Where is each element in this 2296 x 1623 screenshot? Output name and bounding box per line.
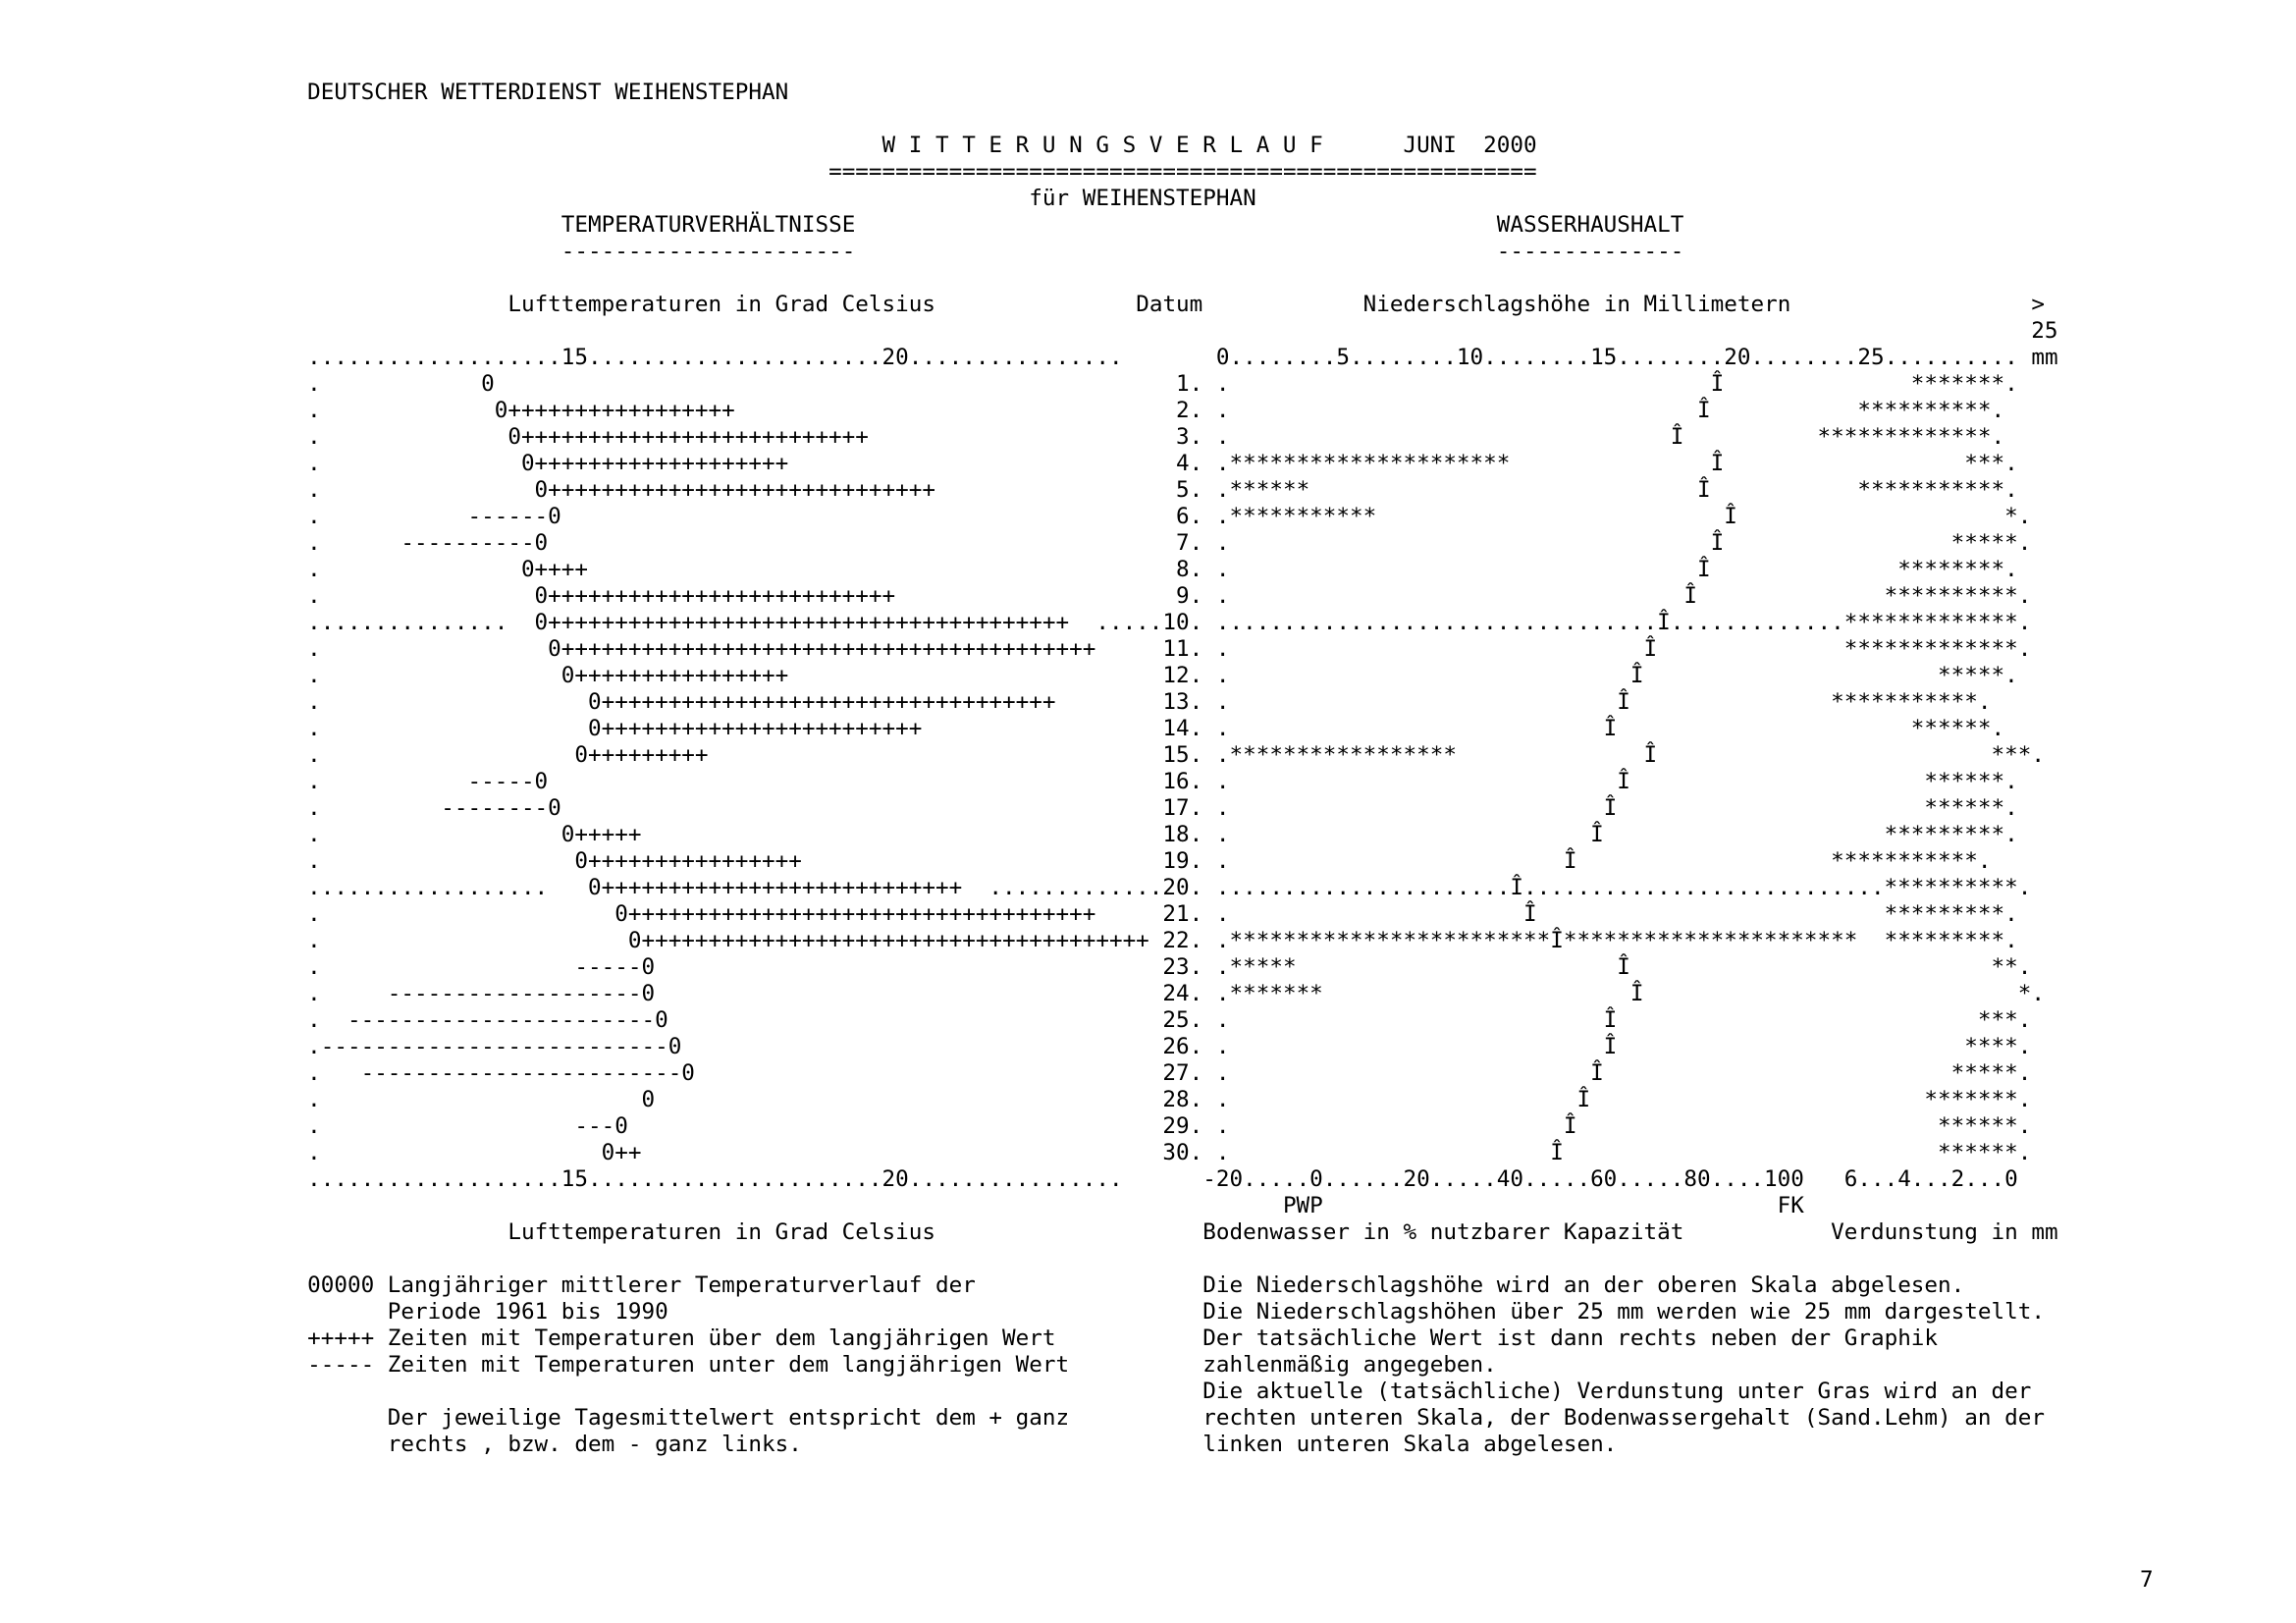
water-bar: . Î ******. [1215, 1113, 2032, 1139]
row-date: 12. [1162, 663, 1203, 688]
row-date: 7. [1162, 530, 1203, 556]
legend-left-text: Periode 1961 bis 1990 [307, 1299, 668, 1325]
temperature-bar: ............... 0+++++++++++++++++++++++++++++++++++++++ ..... [307, 610, 1163, 635]
row-date: 20. [1162, 875, 1203, 900]
temperature-bar: . 0+++++++++++++++++ [307, 398, 735, 423]
temperature-bar: . 0+++++++++++++++++++++++++++++++++++ [307, 901, 1096, 927]
table-row [0, 398, 2296, 424]
spacer [0, 106, 2296, 133]
legend-left-text: 00000 Langjähriger mittlerer Temperaturverlauf der [307, 1272, 976, 1298]
table-row [0, 1113, 2296, 1140]
temperature-bar: . 0+++++++++++++++++++ [307, 451, 789, 476]
temperature-bar: . 0+++++++++++++++++++++++++++++ [307, 477, 935, 503]
temperature-bar: . 0++++++++++++++++++++++++++++++++++++++ [307, 928, 1149, 953]
temperature-bar: .--------------------------0 [307, 1034, 682, 1059]
temperature-bar: . 0 [307, 371, 495, 397]
water-bar: .****** Î ***********. [1215, 477, 2018, 503]
water-bar: . Î *******. [1215, 371, 2018, 397]
pwp-fk-line [0, 1193, 2296, 1219]
temperature-bar: . -------------------0 [307, 981, 656, 1006]
temperature-bar: . 0+++++++++ [307, 742, 709, 768]
axis-precip-top: Niederschlagshöhe in Millimetern [1362, 292, 1791, 317]
table-row [0, 848, 2296, 875]
row-date: 23. [1162, 954, 1203, 980]
table-row [0, 769, 2296, 795]
section-water: WASSERHAUSHALT [1496, 212, 1684, 238]
table-row [0, 954, 2296, 981]
water-bar: . Î ****. [1215, 1034, 2032, 1059]
row-date: 28. [1162, 1087, 1203, 1112]
legend-right-text: Die aktuelle (tatsächliche) Verdunstung unter Gras wird an der [1202, 1379, 2032, 1404]
temperature-bar: . 0++++++++++++++++++++++++ [307, 716, 923, 741]
table-row [0, 636, 2296, 663]
table-row [0, 583, 2296, 610]
row-date: 11. [1162, 636, 1203, 662]
section-rule-line [0, 239, 2296, 265]
legend-left-text: ----- Zeiten mit Temperaturen unter dem langjährigen Wert [307, 1352, 1070, 1378]
row-date: 5. [1162, 477, 1203, 503]
temperature-bar: .................. 0+++++++++++++++++++++++++++ ............. [307, 875, 1163, 900]
temperature-bar: . -----0 [307, 769, 549, 794]
temperature-bar: . 0++++++++++++++++++++++++++ [307, 424, 869, 450]
section-line [0, 212, 2296, 239]
title-rule: ===================================================== [828, 159, 1537, 185]
water-bar: .***************** Î ***. [1215, 742, 2045, 768]
water-bar: . Î *********. [1215, 901, 2018, 927]
axis-temp-bottom: Lufttemperaturen in Grad Celsius [507, 1219, 935, 1245]
spacer [0, 0, 2296, 27]
water-bar: .************************Î********************** *********. [1215, 928, 2018, 953]
table-row [0, 716, 2296, 742]
over-value-line [0, 318, 2296, 345]
table-row [0, 557, 2296, 583]
table-row [0, 742, 2296, 769]
legend-line [0, 1272, 2296, 1299]
row-date: 25. [1162, 1007, 1203, 1033]
row-date: 26. [1162, 1034, 1203, 1059]
table-row [0, 424, 2296, 451]
row-date: 24. [1162, 981, 1203, 1006]
top-scale-precip: 0........5........10........15........20........25.......... [1215, 345, 2018, 370]
axis-datum: Datum [1136, 292, 1203, 317]
temperature-bar: . ----------0 [307, 530, 549, 556]
legend-left-text: +++++ Zeiten mit Temperaturen über dem langjährigen Wert [307, 1325, 1056, 1351]
over-marker: > [2031, 292, 2045, 317]
table-row [0, 1007, 2296, 1034]
temperature-bar: . 0+++++ [307, 822, 642, 847]
bottom-scale-line [0, 1166, 2296, 1193]
temperature-bar: . 0++++++++++++++++ [307, 663, 789, 688]
spacer [0, 265, 2296, 292]
table-row [0, 1060, 2296, 1087]
over-value: 25 [2031, 318, 2058, 344]
water-bar: .********************* Î ***. [1215, 451, 2018, 476]
report-subtitle: für WEIHENSTEPHAN [1029, 186, 1256, 211]
row-date: 3. [1162, 424, 1203, 450]
temperature-bar: . ---0 [307, 1113, 628, 1139]
temperature-bar: . -----------------------0 [307, 1007, 668, 1033]
water-bar: . Î ******. [1215, 716, 2005, 741]
page-number: 7 [2140, 1567, 2154, 1593]
legend-line [0, 1432, 2296, 1458]
bottom-scale-evap: 6...4...2...0 [1843, 1166, 2018, 1192]
table-row [0, 477, 2296, 504]
row-date: 27. [1162, 1060, 1203, 1086]
temperature-bar: . 0++++++++++++++++++++++++++ [307, 583, 896, 609]
temperature-bar: . 0 [307, 1087, 656, 1112]
institution-header: DEUTSCHER WETTERDIENST WEIHENSTEPHAN [307, 80, 789, 105]
row-date: 22. [1162, 928, 1203, 953]
title-rule-line [0, 159, 2296, 186]
spacer [0, 53, 2296, 80]
legend-left-text: Der jeweilige Tagesmittelwert entspricht dem + ganz [307, 1405, 1070, 1431]
spacer [0, 27, 2296, 53]
bottom-scale-temp: ...................15......................20................ [307, 1166, 1123, 1192]
top-scale-temp: ...................15......................20................ [307, 345, 1123, 370]
water-bar: . Î *************. [1215, 424, 2005, 450]
legend-line [0, 1352, 2296, 1379]
table-row [0, 530, 2296, 557]
temperature-bar: . -----0 [307, 954, 656, 980]
water-bar: . Î ******. [1215, 1140, 2032, 1165]
table-row [0, 928, 2296, 954]
water-bar: . Î ********. [1215, 557, 2018, 582]
axis-soil-bottom: Bodenwasser in % nutzbarer Kapazität [1202, 1219, 1684, 1245]
row-date: 18. [1162, 822, 1203, 847]
temperature-bar: . --------0 [307, 795, 561, 821]
row-date: 21. [1162, 901, 1203, 927]
section-temperature: TEMPERATURVERHÄLTNISSE [561, 212, 856, 238]
legend-right-text: Die Niederschlagshöhe wird an der oberen Skala abgelesen. [1202, 1272, 1965, 1298]
water-bar: . Î *****. [1215, 1060, 2032, 1086]
pwp-label: PWP [1282, 1193, 1323, 1218]
row-date: 30. [1162, 1140, 1203, 1165]
table-row [0, 610, 2296, 636]
water-bar: .******* Î *. [1215, 981, 2045, 1006]
axis-temp-top: Lufttemperaturen in Grad Celsius [507, 292, 935, 317]
row-date: 15. [1162, 742, 1203, 768]
table-row [0, 1034, 2296, 1060]
axis-title-line [0, 292, 2296, 318]
table-row [0, 875, 2296, 901]
water-bar: .................................Î.............*************. [1215, 610, 2032, 635]
legend-line [0, 1299, 2296, 1325]
water-bar: . Î **********. [1215, 398, 2005, 423]
temperature-bar: . 0++++++++++++++++++++++++++++++++++ [307, 689, 1056, 715]
row-date: 13. [1162, 689, 1203, 715]
temperature-bar: . 0++ [307, 1140, 642, 1165]
row-date: 9. [1162, 583, 1203, 609]
water-bar: . Î ******. [1215, 795, 2018, 821]
row-date: 19. [1162, 848, 1203, 874]
table-row [0, 901, 2296, 928]
bottom-scale-water: -20.....0......20.....40.....60.....80....100 [1202, 1166, 1804, 1192]
table-row [0, 663, 2296, 689]
table-row [0, 981, 2296, 1007]
temperature-bar: . 0++++++++++++++++ [307, 848, 802, 874]
legend-right-text: linken unteren Skala abgelesen. [1202, 1432, 1618, 1457]
table-row [0, 451, 2296, 477]
table-row [0, 371, 2296, 398]
section-temperature-rule: ---------------------- [561, 239, 856, 264]
table-row [0, 1087, 2296, 1113]
legend-line [0, 1325, 2296, 1352]
subtitle-line [0, 186, 2296, 212]
water-bar: .***** Î **. [1215, 954, 2032, 980]
row-date: 16. [1162, 769, 1203, 794]
temperature-bar: . 0++++ [307, 557, 589, 582]
water-bar: . Î **********. [1215, 583, 2032, 609]
row-date: 14. [1162, 716, 1203, 741]
spacer [0, 1246, 2296, 1272]
temperature-bar: . ------------------------0 [307, 1060, 695, 1086]
row-date: 29. [1162, 1113, 1203, 1139]
water-bar: . Î ***********. [1215, 848, 1992, 874]
water-bar: . Î *****. [1215, 663, 2018, 688]
row-date: 4. [1162, 451, 1203, 476]
report-title: W I T T E R U N G S V E R L A U F JUNI 2000 [881, 133, 1537, 158]
legend-right-text: rechten unteren Skala, der Bodenwassergehalt (Sand.Lehm) an der [1202, 1405, 2045, 1431]
title-line [0, 133, 2296, 159]
row-date: 10. [1162, 610, 1203, 635]
water-bar: . Î ***. [1215, 1007, 2032, 1033]
water-bar: . Î *****. [1215, 530, 2032, 556]
water-bar: . Î *********. [1215, 822, 2018, 847]
top-scale-line [0, 345, 2296, 371]
water-bar: . Î *******. [1215, 1087, 2032, 1112]
table-row [0, 504, 2296, 530]
row-date: 6. [1162, 504, 1203, 529]
table-row [0, 822, 2296, 848]
legend-right-text: zahlenmäßig angegeben. [1202, 1352, 1497, 1378]
water-bar: .*********** Î *. [1215, 504, 2032, 529]
row-date: 17. [1162, 795, 1203, 821]
table-row [0, 795, 2296, 822]
fk-label: FK [1777, 1193, 1804, 1218]
row-date: 1. [1162, 371, 1203, 397]
bottom-axis-line [0, 1219, 2296, 1246]
temperature-bar: . 0++++++++++++++++++++++++++++++++++++++++ [307, 636, 1096, 662]
header-line [0, 80, 2296, 106]
table-row [0, 1140, 2296, 1166]
legend-line [0, 1405, 2296, 1432]
legend-right-text: Die Niederschlagshöhen über 25 mm werden wie 25 mm dargestellt. [1202, 1299, 2045, 1325]
legend-right-text: Der tatsächliche Wert ist dann rechts neben der Graphik [1202, 1325, 1939, 1351]
section-water-rule: -------------- [1496, 239, 1684, 264]
water-bar: ......................Î...........................**********. [1215, 875, 2032, 900]
water-bar: . Î ***********. [1215, 689, 1992, 715]
water-bar: . Î *************. [1215, 636, 2032, 662]
temperature-bar: . ------0 [307, 504, 561, 529]
water-bar: . Î ******. [1215, 769, 2018, 794]
top-scale-unit: mm [2031, 345, 2058, 370]
row-date: 2. [1162, 398, 1203, 423]
table-row [0, 689, 2296, 716]
axis-evap-bottom: Verdunstung in mm [1831, 1219, 2058, 1245]
row-date: 8. [1162, 557, 1203, 582]
legend-line [0, 1379, 2296, 1405]
legend-left-text: rechts , bzw. dem - ganz links. [307, 1432, 802, 1457]
